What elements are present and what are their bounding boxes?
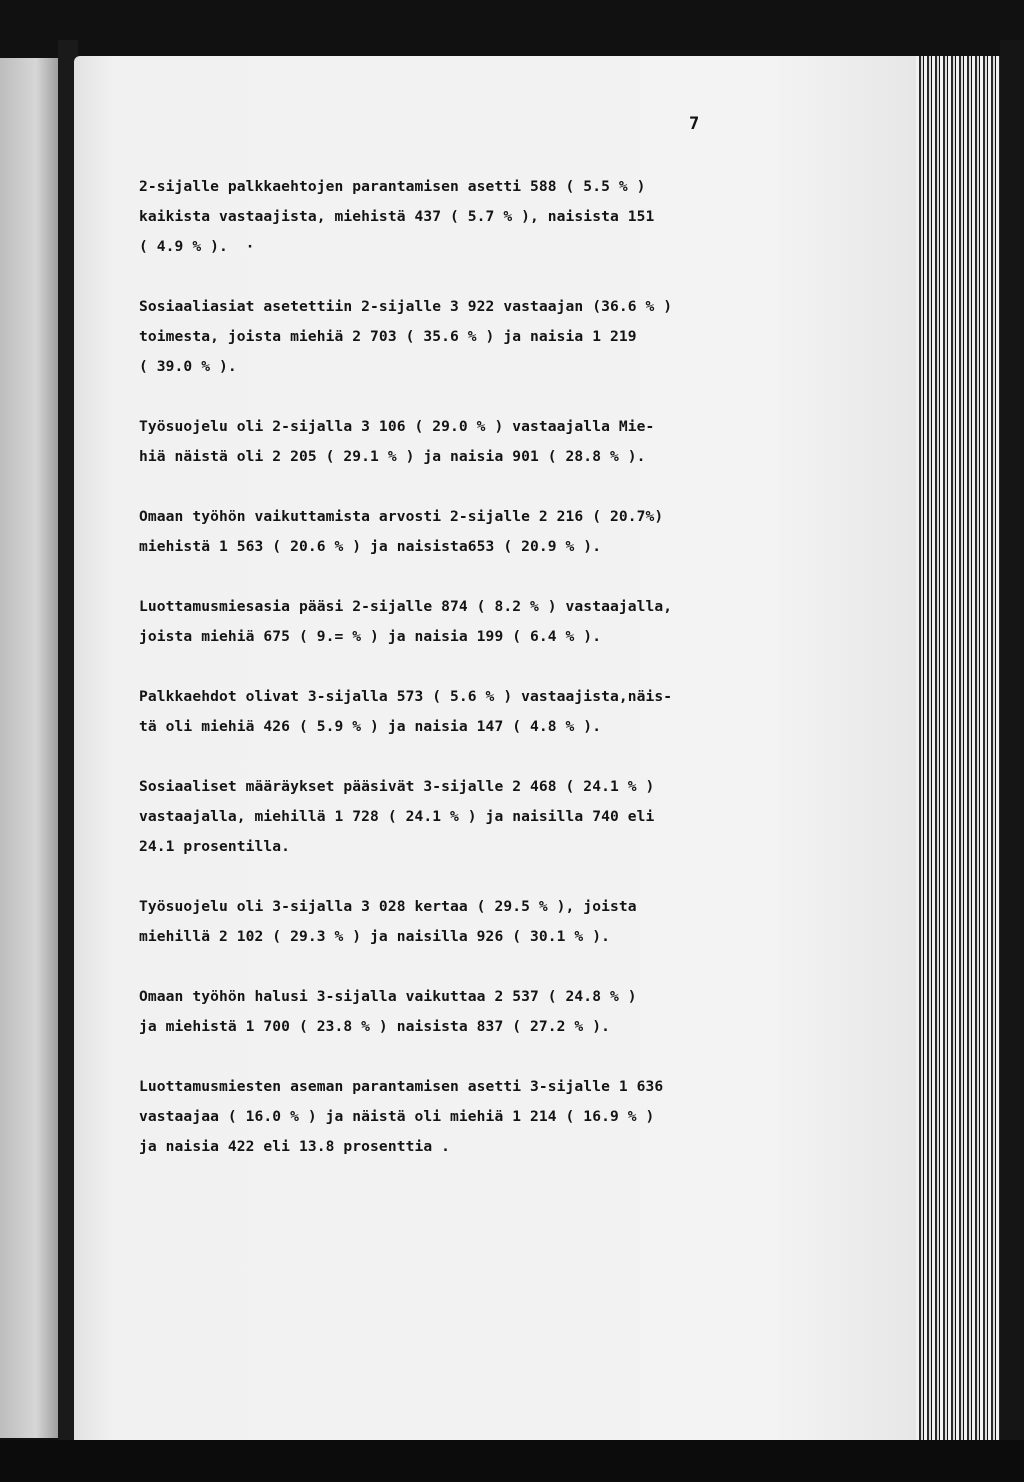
paragraph-oma-tyo-2 bbox=[139, 502, 719, 562]
paragraph-sosiaaliasiat-2 bbox=[139, 292, 719, 382]
text-line: miehistä 1 563 ( 20.6 % ) ja naisista653 ( 20.9 % ). bbox=[139, 538, 602, 555]
text-line: ja naisia 422 eli 13.8 prosenttia . bbox=[139, 1138, 451, 1155]
text-line: ( 4.9 % ). · bbox=[139, 238, 255, 255]
adjacent-page-edge bbox=[0, 58, 60, 1438]
text-line: miehillä 2 102 ( 29.3 % ) ja naisilla 926 ( 30.1 % ). bbox=[139, 928, 610, 945]
text-line: Sosiaaliasiat asetettiin 2-sijalle 3 922 vastaajan (36.6 % ) bbox=[139, 298, 673, 315]
paragraph-sosiaaliset-3 bbox=[139, 772, 719, 862]
paragraph-tyosuojelu-3 bbox=[139, 892, 719, 952]
text-line: Työsuojelu oli 3-sijalla 3 028 kertaa ( 29.5 % ), joista bbox=[139, 898, 637, 915]
text-line: Sosiaaliset määräykset pääsivät 3-sijalle 2 468 ( 24.1 % ) bbox=[139, 778, 655, 795]
paragraph-luottamusmies-3 bbox=[139, 1072, 719, 1162]
text-line: 24.1 prosentilla. bbox=[139, 838, 291, 855]
text-line: vastaajalla, miehillä 1 728 ( 24.1 % ) ja naisilla 740 eli bbox=[139, 808, 655, 825]
stacked-page-edges bbox=[916, 56, 1002, 1442]
text-line: toimesta, joista miehiä 2 703 ( 35.6 % ) ja naisia 1 219 bbox=[139, 328, 637, 345]
text-line: tä oli miehiä 426 ( 5.9 % ) ja naisia 147 ( 4.8 % ). bbox=[139, 718, 602, 735]
text-line: Luottamusmiesasia pääsi 2-sijalle 874 ( 8.2 % ) vastaajalla, bbox=[139, 598, 673, 615]
paragraph-luottamusmies-2 bbox=[139, 592, 719, 652]
text-line: Omaan työhön halusi 3-sijalla vaikuttaa 2 537 ( 24.8 % ) bbox=[139, 988, 637, 1005]
text-line: ja miehistä 1 700 ( 23.8 % ) naisista 837 ( 27.2 % ). bbox=[139, 1018, 610, 1035]
paragraph-palkkaehdot-3 bbox=[139, 682, 719, 742]
text-line: Työsuojelu oli 2-sijalla 3 106 ( 29.0 % ) vastaajalla Mie- bbox=[139, 418, 655, 435]
text-line: joista miehiä 675 ( 9.= % ) ja naisia 199 ( 6.4 % ). bbox=[139, 628, 602, 645]
text-line: vastaajaa ( 16.0 % ) ja näistä oli miehiä 1 214 ( 16.9 % ) bbox=[139, 1108, 655, 1125]
paragraph-tyosuojelu-2 bbox=[139, 412, 719, 472]
text-line: ( 39.0 % ). bbox=[139, 358, 237, 375]
text-line: Luottamusmiesten aseman parantamisen asetti 3-sijalle 1 636 bbox=[139, 1078, 664, 1095]
scanner-background-bottom bbox=[0, 1440, 1024, 1482]
document-body bbox=[139, 172, 719, 1192]
text-line: Omaan työhön vaikuttamista arvosti 2-sijalle 2 216 ( 20.7%) bbox=[139, 508, 664, 525]
page-number: 7 bbox=[689, 114, 700, 134]
text-line: kaikista vastaajista, miehistä 437 ( 5.7 % ), naisista 151 bbox=[139, 208, 655, 225]
paragraph-oma-tyo-3 bbox=[139, 982, 719, 1042]
text-line: hiä näistä oli 2 205 ( 29.1 % ) ja naisia 901 ( 28.8 % ). bbox=[139, 448, 646, 465]
scanner-background-right bbox=[1000, 40, 1024, 1482]
paragraph-palkkaehdot-2 bbox=[139, 172, 719, 262]
text-line: 2-sijalle palkkaehtojen parantamisen asetti 588 ( 5.5 % ) bbox=[139, 178, 646, 195]
text-line: Palkkaehdot olivat 3-sijalla 573 ( 5.6 % ) vastaajista,näis- bbox=[139, 688, 673, 705]
